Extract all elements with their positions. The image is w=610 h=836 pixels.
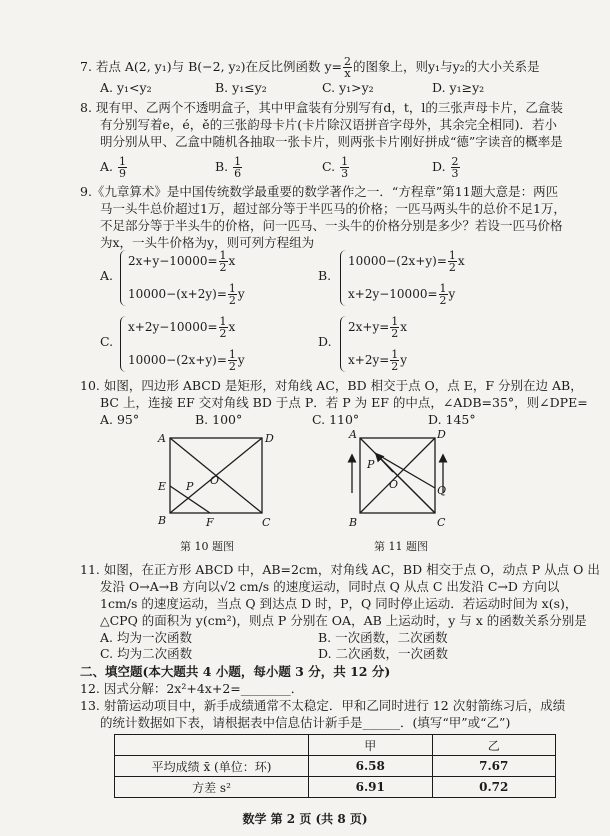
q9-line-4: 为x，一头牛价格为y，则可列方程组为 [100, 235, 315, 250]
fig10-label-d: D [265, 432, 274, 445]
q8-option-a: A. $\frac{1}{9}$ [100, 155, 126, 180]
table-cell: 7.67 [432, 756, 555, 777]
figure-10 [150, 428, 280, 538]
fig11-label-p: P [367, 458, 375, 471]
q13-line-2: 的统计数据如下表，请根据表中信息估计新手是______．(填写“甲”或“乙”) [100, 715, 511, 730]
table-cell: 平均成绩 x̄ (单位：环) [115, 756, 309, 777]
q11-line-3: 1cm/s 的速度运动，当点 Q 到达点 D 时，P，Q 同时停止运动．若运动时间为 x(s)， [100, 596, 578, 611]
q9-option-c-label: C. [100, 334, 114, 349]
q11-option-c: C. 均为二次函数 [100, 646, 193, 661]
q9-option-b-brace [340, 250, 347, 306]
table-cell: 6.91 [309, 777, 432, 798]
q12-text: 12. 因式分解：2x²+4x+2=________． [80, 681, 304, 696]
q10-option-b: B. 100° [195, 412, 243, 427]
q9-option-a-brace [120, 250, 127, 306]
table-row [115, 756, 556, 777]
table-row [115, 777, 556, 798]
q9-option-d-eq2: x+2y= $\frac{1}{2}$ y [348, 348, 408, 373]
q9-option-a-eq1: 2x+y−10000= $\frac{1}{2}$ x [128, 249, 236, 274]
fig11-label-d: D [437, 428, 446, 441]
table-cell: 6.58 [309, 756, 432, 777]
q11-option-b: B. 一次函数，二次函数 [318, 630, 448, 645]
q11-option-a: A. 均为一次函数 [100, 630, 192, 645]
q8-option-b: B. $\frac{1}{6}$ [215, 155, 242, 180]
q9-line-3: 不足部分等于半头牛的价格，问一匹马、一头牛的价格分别是多少？若设一匹马价格 [100, 218, 563, 233]
q11-line-2: 发沿 O→A→B 方向以√2 cm/s 的速度运动，同时点 Q 从点 C 出发沿 C→D 方向以 [100, 579, 560, 594]
q10-option-d: D. 145° [428, 412, 476, 427]
q9-line-1: 9.《九章算术》是中国传统数学最重要的数学著作之一．“方程章”第11题大意是：两匹 [80, 184, 559, 199]
table-header-cell [115, 735, 309, 756]
q9-option-d-brace [340, 316, 347, 372]
q7-option-a: A. y₁<y₂ [100, 80, 152, 95]
table-header-cell: 乙 [432, 735, 555, 756]
fig10-label-a: A [158, 432, 166, 445]
table-header-row [115, 735, 556, 756]
q10-option-c: C. 110° [312, 412, 360, 427]
q8-option-d: D. $\frac{2}{3}$ [432, 155, 459, 180]
fig10-label-p: P [186, 480, 194, 493]
fig11-label-q: Q [437, 484, 447, 497]
table-header-cell: 甲 [309, 735, 432, 756]
table-cell: 0.72 [432, 777, 555, 798]
q9-option-d-eq1: 2x+y= $\frac{1}{2}$ x [348, 315, 408, 340]
q8-line-3: 明分别从甲、乙盒中随机各抽取一张卡片，则两张卡片刚好拼成“德”字读音的概率是 [100, 134, 563, 149]
q9-option-a-label: A. [100, 268, 114, 283]
q9-option-a-eq2: 10000−(x+2y)= $\frac{1}{2}$ y [128, 282, 245, 307]
fig10-label-f: F [206, 516, 214, 529]
q9-option-d-label: D. [318, 334, 332, 349]
q7-option-d: D. y₁≥y₂ [432, 80, 485, 95]
fig10-label-b: B [158, 514, 167, 527]
q13-stats-table [114, 734, 556, 798]
q8-line-1: 8. 现有甲、乙两个不透明盒子，其中甲盒装有分别写有d，t，l的三张声母卡片，乙盒装 [80, 100, 563, 115]
q7-stem: 7. 若点 A(2, y₁)与 B(−2, y₂)在反比例函数 y= $\frac{2}{x}$ 的图象上，则y₁与y₂的大小关系是 [80, 55, 540, 80]
q8-option-c: C. $\frac{1}{3}$ [322, 155, 349, 180]
q9-option-c-eq2: 10000−(2x+y)= $\frac{1}{2}$ y [128, 348, 245, 373]
fig11-caption: 第 11 题图 [374, 540, 428, 553]
q10-line-2: BC 上，连接 EF 交对角线 BD 于点 P．若 P 为 EF 的中点，∠ADB=35°，则∠DPE= [100, 395, 588, 410]
q7-option-b: B. y₁≤y₂ [215, 80, 267, 95]
q8-line-2: 有分别写着e，é，ě的三张韵母卡片(卡片除汉语拼音字母外，其余完全相同)．若小 [100, 117, 557, 132]
page-footer: 数学 第 2 页 (共 8 页) [242, 812, 368, 826]
figure-11 [345, 428, 455, 538]
fig11-label-c: C [437, 516, 446, 529]
q13-line-1: 13. 射箭运动项目中，新手成绩通常不太稳定．甲和乙同时进行 12 次射箭练习后，成绩 [80, 698, 566, 713]
q10-option-a: A. 95° [100, 412, 140, 427]
fig10-label-e: E [158, 480, 167, 493]
fig11-label-a: A [349, 428, 357, 441]
q9-option-b-label: B. [318, 268, 332, 283]
q9-line-2: 马一头牛总价超过1万，超过部分等于半匹马的价格；一匹马两头牛的总价不足1万， [100, 201, 566, 216]
fig10-label-c: C [262, 516, 271, 529]
table-cell: 方差 s² [115, 777, 309, 798]
fig11-label-o: O [389, 478, 399, 491]
q11-line-1: 11. 如图，在正方形 ABCD 中，AB=2cm，对角线 AC，BD 相交于点 O，动点 P 从点 O 出 [80, 562, 600, 577]
q9-option-b-eq1: 10000−(2x+y)= $\frac{1}{2}$ x [348, 249, 465, 274]
q10-line-1: 10. 如图，四边形 ABCD 是矩形，对角线 AC，BD 相交于点 O，点 E，F 分别在边 AB， [80, 378, 583, 393]
q9-option-c-brace [120, 316, 127, 372]
q7-option-c: C. y₁>y₂ [322, 80, 374, 95]
q11-option-d: D. 二次函数，一次函数 [318, 646, 449, 661]
section-2-heading: 二、填空题(本大题共 4 小题，每小题 3 分，共 12 分) [80, 664, 391, 679]
fig11-label-b: B [349, 516, 358, 529]
fig10-label-o: O [210, 474, 220, 487]
q9-option-c-eq1: x+2y−10000= $\frac{1}{2}$ x [128, 315, 236, 340]
fig10-caption: 第 10 题图 [180, 540, 234, 553]
q11-line-4: △CPQ 的面积为 y(cm²)，则点 P 分别在 OA，AB 上运动时，y 与 x 的函数关系分别是 [100, 613, 587, 628]
q7-fraction: $\frac{2}{x}$ [344, 55, 351, 80]
q9-option-b-eq2: x+2y−10000= $\frac{1}{2}$ y [348, 282, 456, 307]
